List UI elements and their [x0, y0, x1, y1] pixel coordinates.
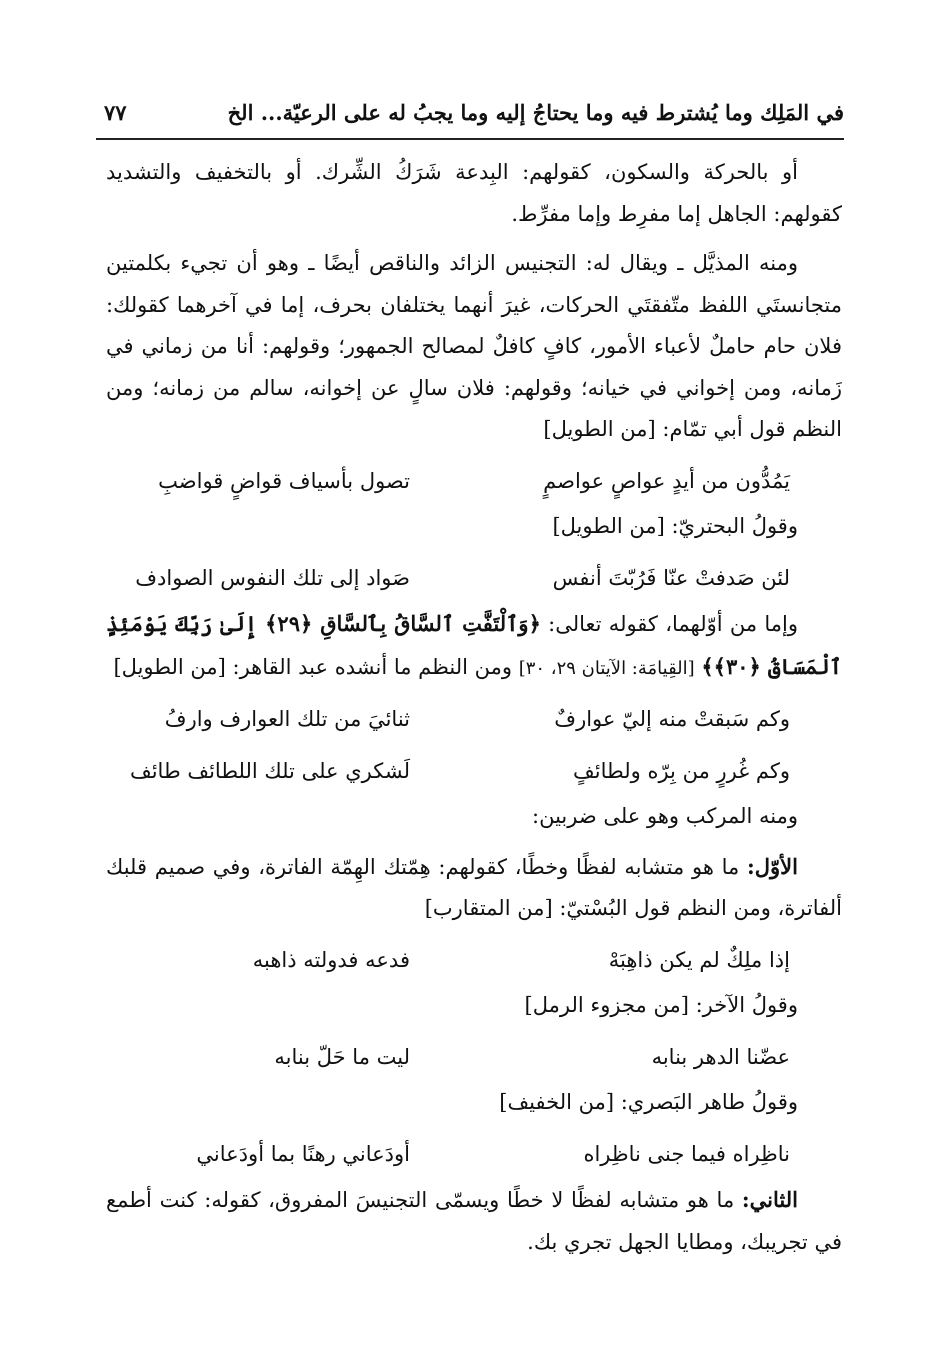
verse-first-hemistich: وكم غُررٍ من بِرّه ولطائفٍ	[573, 758, 790, 783]
verse-first-hemistich: ناظِراه فيما جنى ناظِراه	[583, 1141, 790, 1166]
verse-first-hemistich: إذا ملِكٌ لم يكن ذاهِبَهْ	[608, 947, 790, 972]
paragraph	[106, 846, 842, 930]
header-rule	[96, 138, 844, 140]
paragraph-text: وإما من أوّلهما، كقوله تعالى:	[548, 612, 799, 636]
verse-line	[106, 461, 842, 503]
section-label: الأوّل:	[747, 853, 798, 879]
verse-second-hemistich: صَواد إلى تلك النفوس الصوادف	[135, 565, 410, 590]
paragraph: وقولُ الآخر: [من مجزوء الرمل]	[524, 993, 798, 1017]
verse-first-hemistich: وكم سَبقتْ منه إليّ عوارفٌ	[554, 707, 790, 731]
paragraph: وقولُ طاهر البَصري: [من الخفيف]	[499, 1090, 798, 1114]
verse-second-hemistich: لَشكري على تلك اللطائف طائف	[129, 758, 410, 783]
page-body	[106, 152, 842, 1263]
verse-first-hemistich: لئن صَدفتْ عنّا فَرُبّتَ أنفس	[552, 565, 790, 590]
verse-line	[106, 1134, 842, 1176]
page-header	[96, 96, 844, 136]
verse-line	[106, 751, 842, 793]
verse-second-hemistich: ثنائيَ من تلك العوارف وارفُ	[164, 707, 410, 731]
verse-line	[106, 940, 842, 982]
verse-line	[106, 1037, 842, 1079]
verse-second-hemistich: فدعه فدولته ذاهبه	[252, 947, 410, 972]
verse-first-hemistich: يَمُدُّون من أيدٍ عواصٍ عواصمٍ	[543, 468, 790, 493]
paragraph	[106, 1179, 842, 1263]
verse-line	[106, 558, 842, 600]
paragraph: ومنه المذيَّل ـ ويقال له: التجنيس الزائد والناقص أيضًا ـ وهو أن تجيء بكلمتين متجانستَي اللفظ متّفقتَي الحركات، غيرَ أنهما يختلفان بحرف، إما في آخرهما كقولك: فلان حام حاملٌ لأعباء الأمور، كافٍ كافلٌ لمصالح الجمهور؛ وقولهم: أنا من زماني في زَمانه، ومن إخواني في خيانه؛ وقولهم: فلان سالٍ عن إخوانه، سالم من زمانه؛ ومن النظم قول أبي تمّام: [من الطويل]	[106, 251, 842, 441]
paragraph: ومنه المركب وهو على ضربين:	[532, 804, 798, 828]
verse-second-hemistich: تصول بأسياف قواضٍ قواضبِ	[158, 468, 410, 493]
verse-line	[106, 699, 842, 741]
verse-first-hemistich: عضّنا الدهر بنابه	[651, 1044, 790, 1069]
paragraph	[106, 603, 842, 689]
section-label: الثاني:	[741, 1187, 798, 1212]
quran-reference: [القِيامَة: الآيتان ٢٩، ٣٠]	[518, 657, 695, 679]
verse-second-hemistich: أودَعاني رهنًا بما أودَعاني	[196, 1141, 410, 1166]
page-number: ٧٧	[104, 100, 127, 125]
paragraph-text: ما هو متشابه لفظًا وخطًا، كقولهم: هِمّتك الهِمّة الفاترة، وفي صميم قلبك ألفاترة، ومن النظم قول البُسْتيّ: [من المتقارب]	[106, 854, 842, 920]
paragraph: أو بالحركة والسكون، كقولهم: البِدعة شَرَكُ الشِّرك. أو بالتخفيف والتشديد كقولهم: الجاهل إما مفرِط وإما مفرِّط.	[106, 160, 842, 226]
paragraph-text: ومن النظم ما أنشده عبد القاهر: [من الطويل]	[113, 654, 512, 679]
running-title: في المَلِك وما يُشترط فيه وما يحتاجُ إليه وما يجبُ له على الرعيّة... الخ	[227, 100, 844, 125]
quran-verse: ﴿وَٱلْتَفَّتِ ٱلسَّاقُ بِٱلسَّاقِ ﴿٢٩﴾ إِلَىٰ رَبِّكَ يَوْمَئِذٍ ٱلْمَسَاقُ ﴿٣٠﴾﴾	[106, 611, 842, 679]
verse-second-hemistich: ليت ما حَلّ بنابه	[274, 1044, 410, 1069]
paragraph-text: ما هو متشابه لفظًا لا خطًا ويسمّى التجنيسَ المفروق، كقوله: كنت أطمع في تجريبك، ومطايا الجهل تجري بك.	[106, 1188, 842, 1254]
paragraph: وقولُ البحتريّ: [من الطويل]	[552, 514, 798, 538]
